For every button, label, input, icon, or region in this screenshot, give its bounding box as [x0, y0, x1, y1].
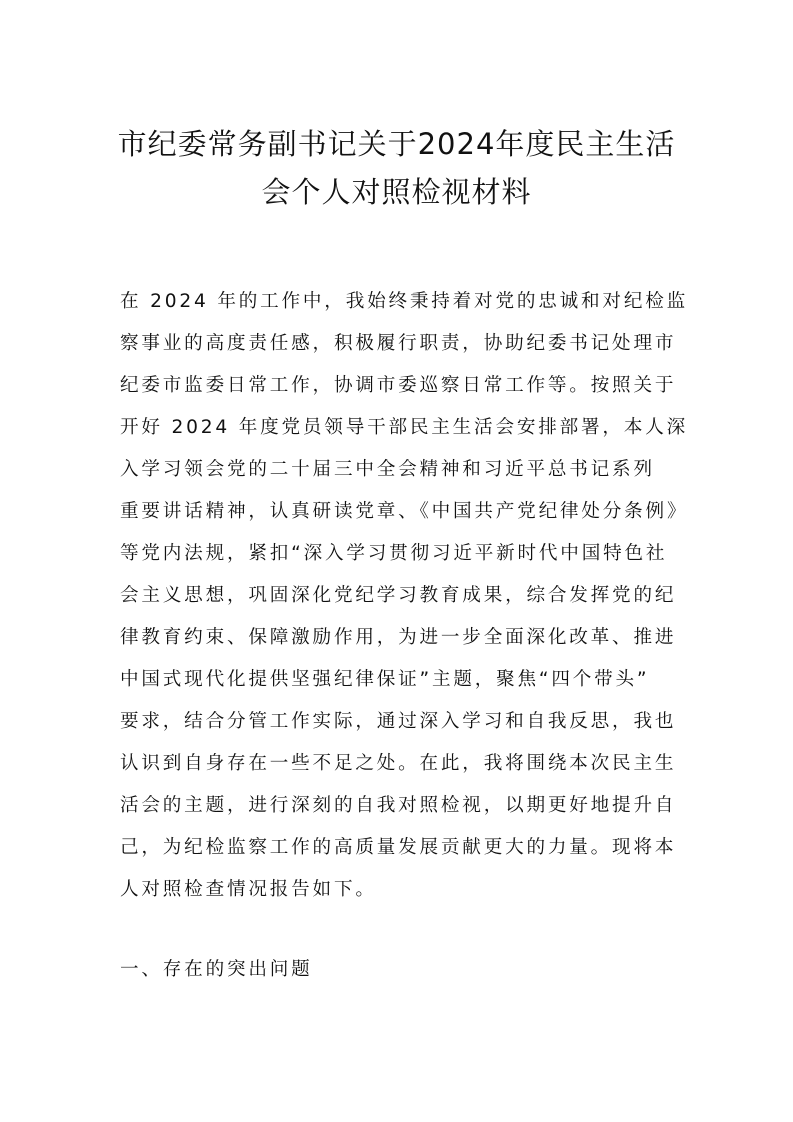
section-heading: 一、存在的突出问题	[120, 959, 313, 980]
document-title-line-2: 会个人对照检视材料	[261, 175, 532, 209]
body-text-line: 律教育约束、保障激励作用，为进一步全面深化改革、推进	[120, 627, 677, 648]
body-text-line: 己，为纪检监察工作的高质量发展贡献更大的力量。现将本	[120, 837, 677, 858]
body-text-line: 会主义思想，巩固深化党纪学习教育成果，综合发挥党的纪	[120, 585, 677, 606]
body-text-line: 活会的主题，进行深刻的自我对照检视，以期更好地提升自	[120, 795, 677, 816]
body-text-line: 认识到自身存在一些不足之处。在此，我将围绕本次民主生	[120, 753, 677, 774]
body-text-line: 人对照检查情况报告如下。	[120, 879, 377, 900]
body-text-line: 中国式现代化提供坚强纪律保证”主题，聚焦“四个带头”	[120, 669, 650, 690]
body-text-line: 察事业的高度责任感，积极履行职责，协助纪委书记处理市	[120, 333, 677, 354]
body-text-line: 开好 2024 年度党员领导干部民主生活会安排部署，本人深	[120, 417, 688, 438]
body-text-line: 纪委市监委日常工作，协调市委巡察日常工作等。按照关于	[120, 375, 677, 396]
body-text-line: 在 2024 年的工作中，我始终秉持着对党的忠诚和对纪检监	[120, 291, 688, 312]
body-text-line: 重要讲话精神，认真研读党章、《中国共产党纪律处分条例》	[120, 501, 689, 522]
document-title-line-1: 市纪委常务副书记关于2024年度民主生活	[117, 127, 676, 161]
body-text-line: 等党内法规，紧扣“深入学习贯彻习近平新时代中国特色社	[120, 543, 668, 564]
body-text-line: 要求，结合分管工作实际，通过深入学习和自我反思，我也	[120, 711, 677, 732]
body-text-line: 入学习领会党的二十届三中全会精神和习近平总书记系列	[120, 459, 655, 480]
